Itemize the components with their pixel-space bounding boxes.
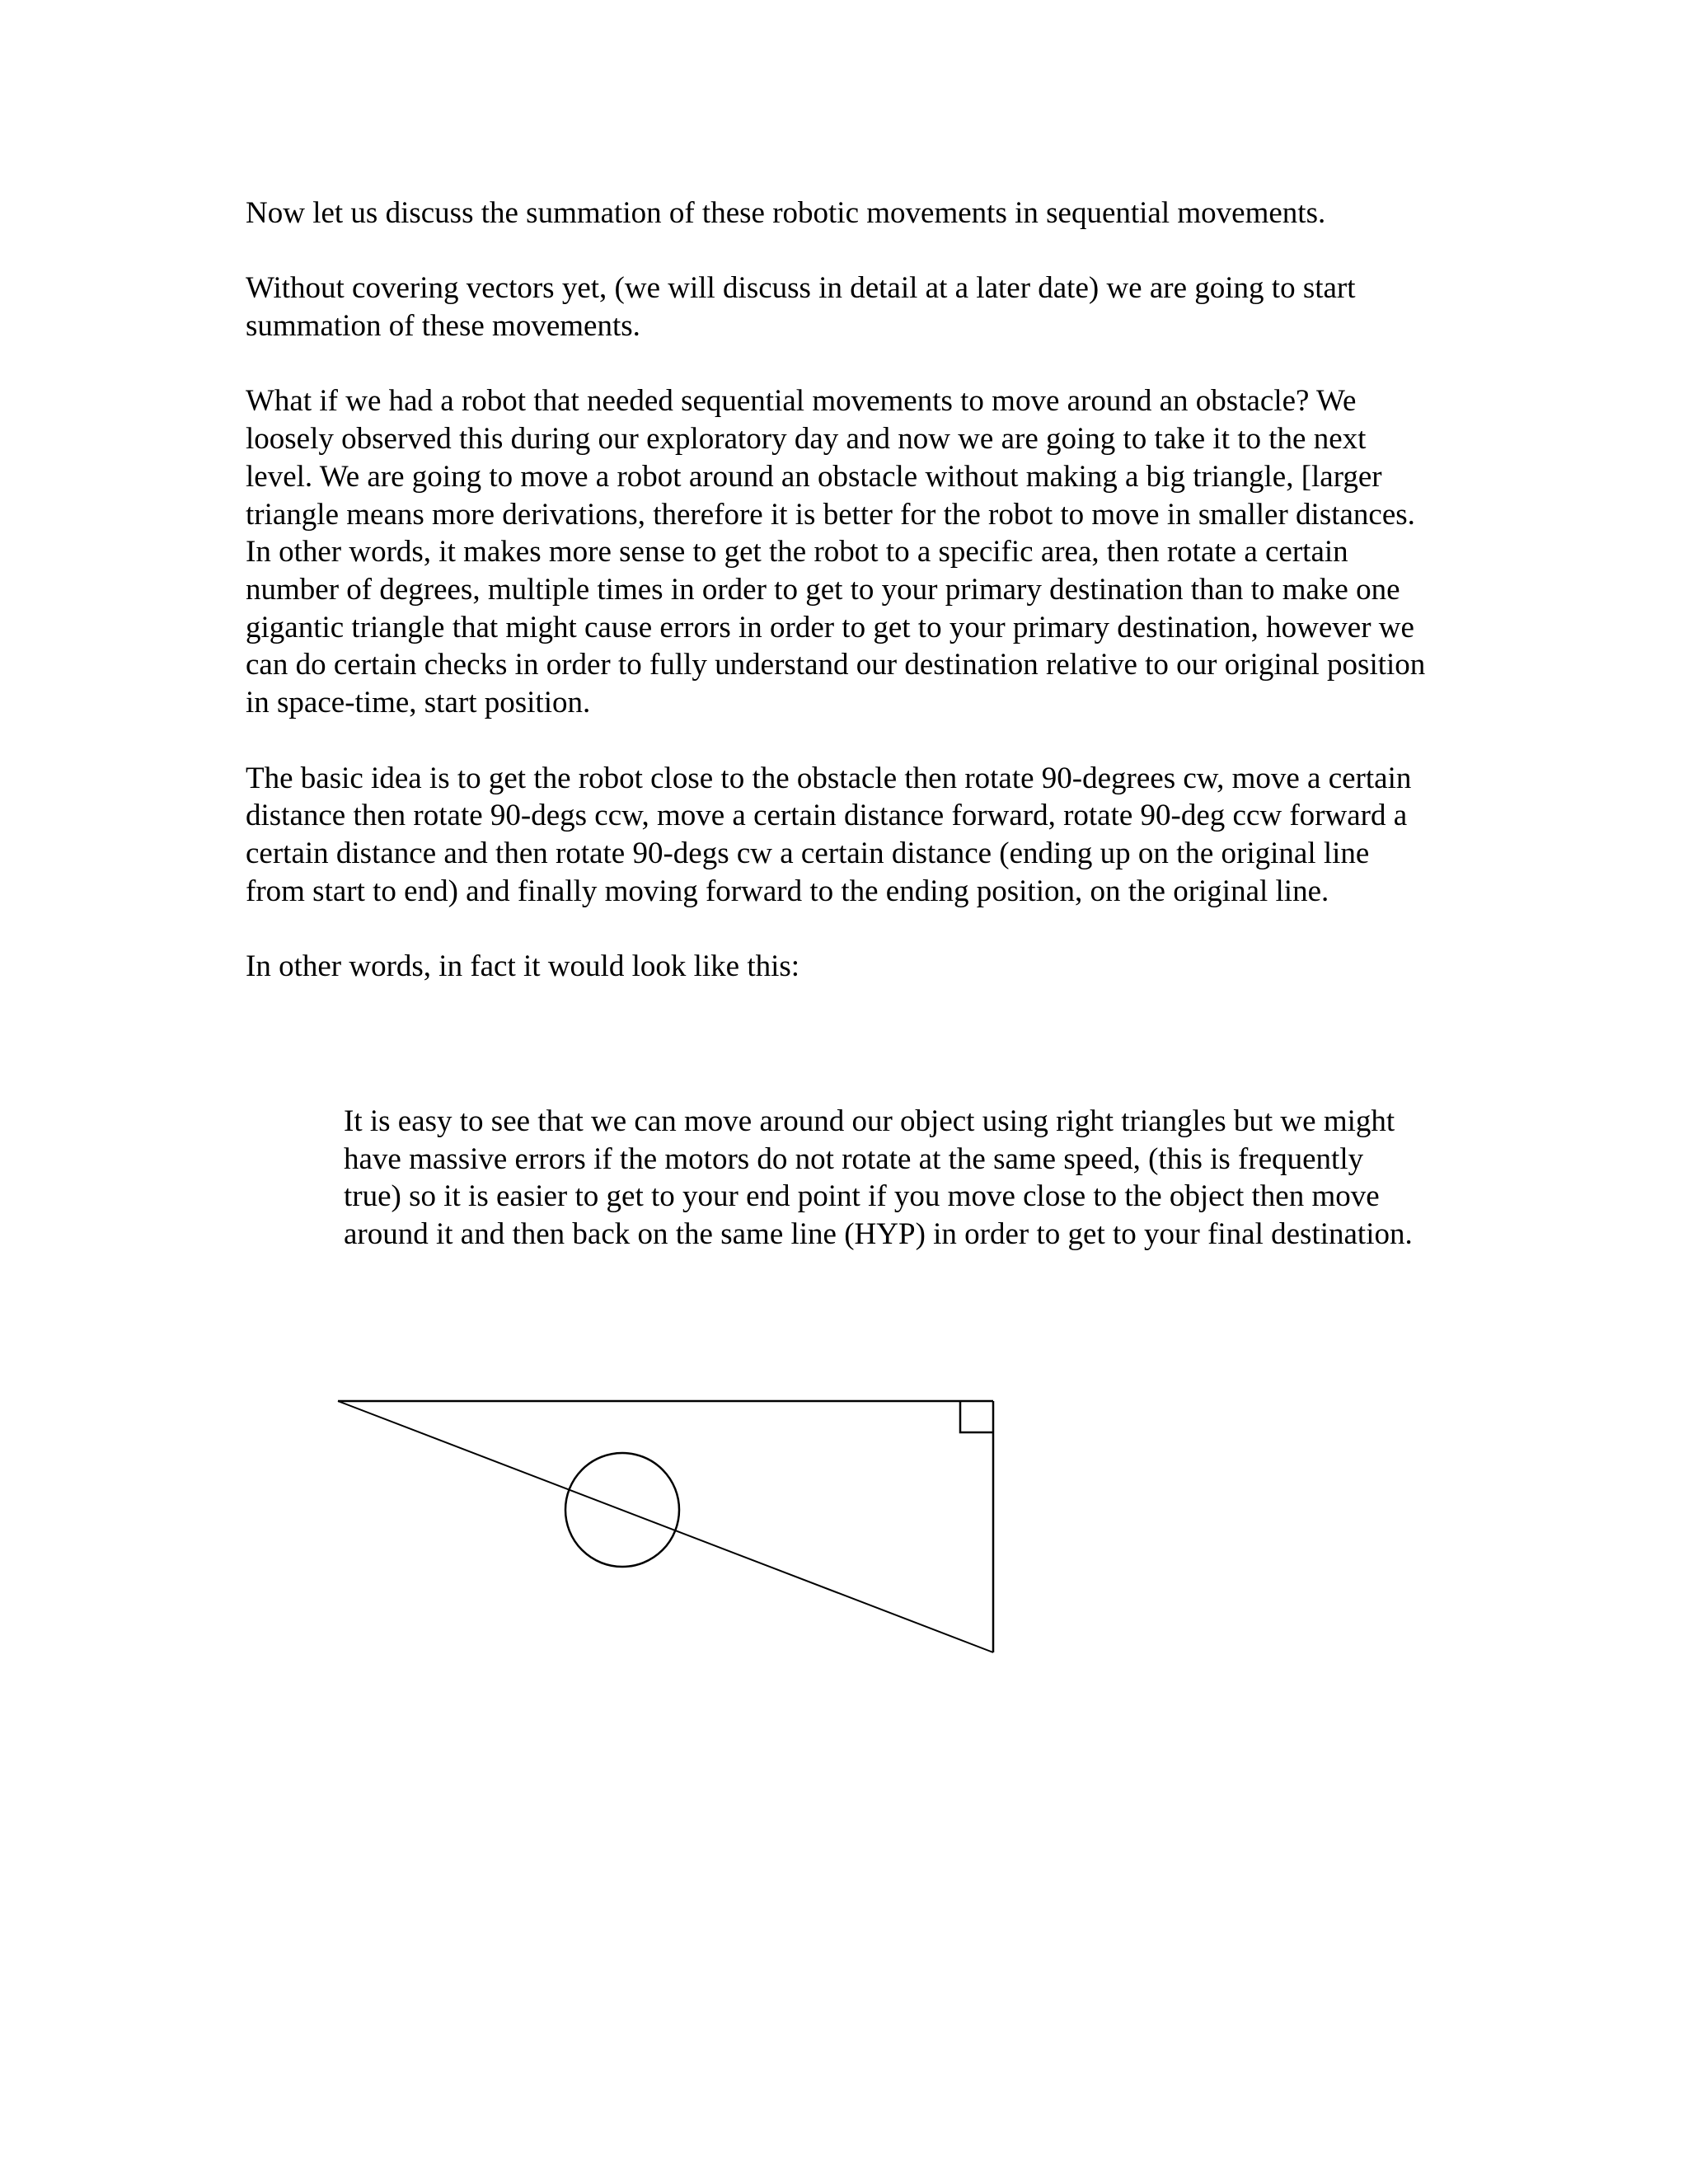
paragraph-vectors: Without covering vectors yet, (we will discuss in detail at a later date) we are going to start summation of these movements. — [246, 271, 1356, 344]
indented-text — [344, 1103, 1423, 1254]
paragraph-look-like: In other words, in fact it would look like this: — [246, 949, 800, 983]
paragraph-intro: Now let us discuss the summation of these robotic movements in sequential movements. — [246, 196, 1326, 230]
body-text — [246, 194, 1432, 1023]
paragraph-basic-idea: The basic idea is to get the robot close to the obstacle then rotate 90-degrees cw, move a certain distance then rotate 90-degs ccw, move a certain distance forward, rotate 90-deg ccw forward a certain distance and then rotate 90-degs cw a certain distance (ending up on the original line from start to end) and finally moving forward to the ending position, on the original line. — [246, 761, 1412, 908]
right-triangle-diagram — [330, 1385, 1006, 1665]
paragraph-obstacle: What if we had a robot that needed sequential movements to move around an obstacle? We loosely observed this during our exploratory day and now we are going to take it to the next level. We are going to move a robot around an obstacle without making a big triangle, [larger triangle means more derivations, therefore it is better for the robot to move in smaller distances. In other words, it makes more sense to get the robot to a specific area, then rotate a certain number of degrees, multiple times in order to get to your primary destination than to make one gigantic triangle that might cause errors in order to get to your primary destination, however we can do certain checks in order to fully understand our destination relative to our original position in space-time, start position. — [246, 384, 1426, 720]
paragraph-explanation: It is easy to see that we can move around our object using right triangles but we might have massive errors if the motors do not rotate at the same speed, (this is frequently true) so it is easier to get to your end point if you move close to the object then move around it and then back on the same line (HYP) in order to get to your final destination. — [344, 1104, 1413, 1252]
right-angle-marker — [960, 1401, 993, 1432]
triangle-hypotenuse — [338, 1401, 993, 1652]
